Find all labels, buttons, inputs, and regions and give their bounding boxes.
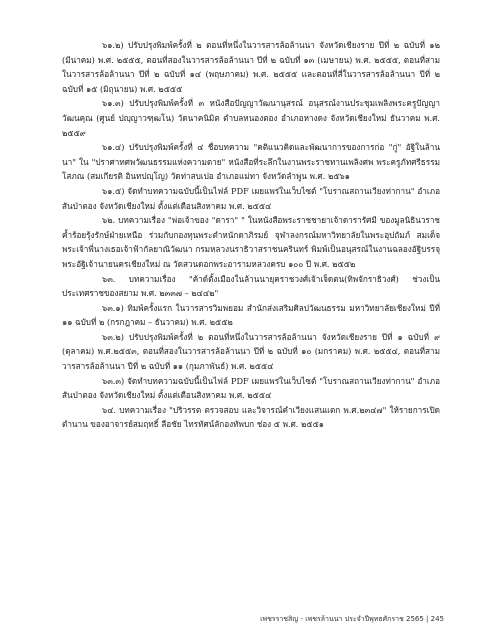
body-text xyxy=(62,38,440,432)
paragraph-61-5: ๖๑.๕) จัดทำบทความฉบับนี้เป็นไฟล์ PDF เผยแพร่ในเว็บไซต์ "โบราณสถานเวียงท่ากาน" อำเภอสันป่าตอง จังหวัดเชียงใหม่ ตั้งแต่เดือนสิงหาคม พ.ศ. ๒๕๕๔ xyxy=(62,185,440,211)
page-footer: เพชรราชสิญ - เพชรล้านนา ประจำปีพุทธศักราช 2565 | 245 xyxy=(260,615,444,623)
paragraph-63-3: ๖๓.๓) จัดทำบทความฉบับนี้เป็นไฟล์ PDF เผยแพร่ในเว็บไซต์ "โบราณสถานเวียงท่ากาน" อำเภอสันป่าตอง จังหวัดเชียงใหม่ ตั้งแต่เดือนสิงหาคม พ.ศ. ๒๕๕๔ xyxy=(62,375,440,401)
paragraph-62: ๖๒. บทความเรื่อง "พ่อเจ้าของ "ดารา" " ในหนังสือพระราชชายาเจ้าดารารัศมี ของมูลนิธินวราชค้ำร้อยรุ้งรักษ์ฝ่ายเหนือ ร่วมกับกองทุนพระตำหนักดาภิรมย์ จุฬาลงกรณ์มหาวิทยาลัยในพระอุปถัมภ์ สมเด็จพระเจ้าพี่นางเธอเจ้าฟ้ากัลยาณิวัฒนา กรมหลวงนราธิวาสราชนครินทร์ พิมพ์เป็นอนุสรณ์ในงานฉลองอัฐิบรรจุพระอัฐิเจ้านายนครเชียงใหม่ ณ วัดสวนดอกพระอารามหลวงครบ ๑๐๐ ปี พ.ศ. ๒๕๕๒ xyxy=(62,215,440,269)
paragraph-63-1: ๖๓.๑) ทิมพ์ครั้งแรก ในวารสารวิมพยอม สำนักส่งเสริมศิลปวัฒนธรรม มหาวิทยาลัยเชียงใหม่ ปีที่ ๑๑ ฉบับที่ ๒ (กรกฎาคม – ธันวาคม) พ.ศ. ๒๕๕๒ xyxy=(62,302,440,328)
paragraph-64: ๖๔. บทความเรื่อง "ปริวรรต ตรวจสอบ และวิจารณ์คำเวียงแสนแตก พ.ศ.๒๓๔๗" ให้รายการเปิดตำนาน ของอาจารย์สมฤทธิ์ ลือชัย ไทรทัศน์ลักองทัพบก ช่อง ๕ พ.ศ. ๒๕๕๑ xyxy=(62,404,440,430)
paragraph-63: ๖๓. บทความเรื่อง "ค้าด์ตั้งเมืองในล้านนายุคราชวงศ์เจ้าเจ็ดตน(ทิพจักราธิวงศ์) ช่วงเป็นประเทศราชของสยาม พ.ศ. ๒๓๓๗ – ๒๔๔๒" xyxy=(62,273,440,299)
paragraph-63-2: ๖๓.๒) ปรับปรุงพิมพ์ครั้งที่ ๒ ตอนที่หนึ่งในวารสารล้อล้านนา จังหวัดเชียงราย ปีที่ ๑ ฉบับที่ ๙ (ตุลาคม) พ.ศ.๒๕๕๓, ตอนที่สองในวารสารล้อล้านนา ปีที่ ๒ ฉบับที่ ๑๐ (มกราคม) พ.ศ. ๒๕๕๔, ตอนที่สาม วารสารล้อล้านนา ปีที่ ๒ ฉบับที่ ๑๑ (กุมภาพันธ์) พ.ศ. ๒๕๕๔ xyxy=(62,331,440,372)
paragraph-61-4: ๖๑.๔) ปรับปรุงพิมพ์ครั้งที่ ๔ ชื่อบทความ "คติแนวคิดและพัฒนาการของการก่อ "กู่" อัฐิในล้านนา" ใน "ปราศาทศพวัฒนธรรมแห่งความตาย" หนังสือที่ระลึกในงานพระราชทานเพลิงศพ พระครูภัทศรีธรรมโสภณ (สมเกียรติ อินทปญฺโญ) วัดท่าสบเปอ อำเภอแม่ทา จังหวัดลำพูน พ.ศ. ๒๕๖๑ xyxy=(62,142,440,182)
paragraph-61-3: ๖๑.๓) ปรับปรุงพิมพ์ครั้งที่ ๓ หนังสือปัญญาวัฒนานุสรณ์ อนุสรณ์งานประชุมเพลิงพระครูปัญญาวัฒนคุณ (ศูนย์ ปญฺญาวฑฺฒโน) วัดนาคนิมิต ตำบลหนองตอง อำเภอหางดง จังหวัดเชียงใหม่ ธันวาคม พ.ศ. ๒๕๕๙ xyxy=(62,98,440,138)
paragraph-61-2: ๖๑.๒) ปรับปรุงพิมพ์ครั้งที่ ๒ ตอนที่หนึ่งในวารสารล้อล้านนา จังหวัดเชียงราย ปีที่ ๒ ฉบับที่ ๑๒ (มีนาคม) พ.ศ. ๒๕๕๕, ตอนที่สองในวารสารล้อล้านนา ปีที่ ๒ ฉบับที่ ๑๓ (เมษายน) พ.ศ. ๒๕๕๕, ตอนที่สามในวารสารล้อล้านนา ปีที่ ๒ ฉบับที่ ๑๔ (พฤษภาคม) พ.ศ. ๒๕๕๕ และตอนที่สี่ในวารสารล้อล้านนา ปีที่ ๒ ฉบับที่ ๑๕ (มิถุนายน) พ.ศ. ๒๕๕๕ xyxy=(62,40,440,94)
